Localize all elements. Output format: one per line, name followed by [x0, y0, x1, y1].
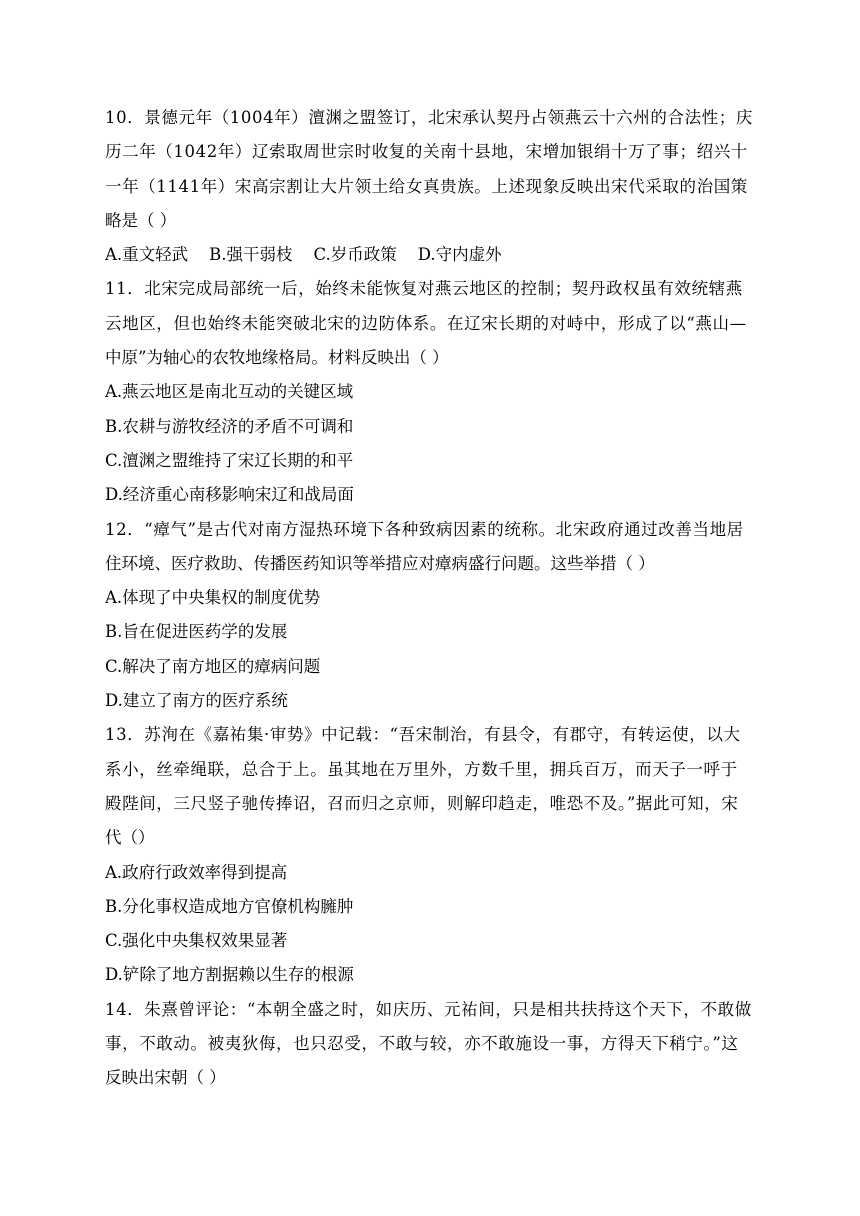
- question-stem-line: 11．北宋完成局部统一后，始终未能恢复对燕云地区的控制；契丹政权虽有效统辖燕: [105, 279, 743, 299]
- question-11: [105, 272, 755, 512]
- question-stem-line: 略是（ ）: [105, 210, 177, 230]
- question-stem-line: 反映出宋朝（ ）: [105, 1068, 226, 1088]
- question-stem-line: 10．景德元年（1004年）澶渊之盟签订，北宋承认契丹占领燕云十六州的合法性；庆: [105, 108, 753, 127]
- question-stem-line: 历二年（1042年）辽索取周世宗时收复的关南十县地，宋增加银绢十万了事；绍兴十: [105, 142, 748, 162]
- answer-option-d: D.建立了南方的医疗系统: [105, 691, 288, 711]
- question-stem-line: 云地区，但也始终未能突破北宋的边防体系。在辽宋长期的对峙中，形成了以“燕山—: [105, 313, 747, 333]
- answer-option-d: D.经济重心南移影响宋辽和战局面: [105, 485, 354, 505]
- answer-option-c: C.解决了南方地区的瘴病问题: [105, 656, 321, 676]
- answer-option-d: D.铲除了地方割据赖以生存的根源: [105, 965, 354, 985]
- answer-options: A.重文轻武 B.强干弱枝 C.岁币政策 D.守内虚外: [105, 245, 502, 265]
- question-13: [105, 718, 755, 992]
- answer-option-b: B.分化事权造成地方官僚机构臃肿: [105, 896, 354, 916]
- question-stem-line: 中原”为轴心的农牧地缘格局。材料反映出（ ）: [105, 348, 449, 368]
- question-12: [105, 513, 755, 719]
- question-stem-line: 12．“瘴气”是古代对南方湿热环境下各种致病因素的统称。北宋政府通过改善当地居: [105, 519, 744, 539]
- question-stem-line: 事，不敢动。被夷狄侮，也只忍受，不敢与较，亦不敢施设一事，方得天下稍宁。”这: [105, 1034, 739, 1054]
- question-10: [105, 101, 755, 272]
- question-stem-line: 住环境、医疗救助、传播医药知识等举措应对瘴病盛行问题。这些举措（ ）: [105, 553, 655, 573]
- question-list: [105, 101, 755, 1096]
- question-stem-line: 系小，丝牵绳联，总合于上。虽其地在万里外，方数千里，拥兵百万，而天子一呼于: [105, 759, 738, 779]
- answer-option-b: B.农耕与游牧经济的矛盾不可调和: [105, 416, 354, 436]
- question-14: [105, 993, 755, 1096]
- answer-option-a: A.政府行政效率得到提高: [105, 862, 288, 882]
- question-stem-line: 殿陛间，三尺竖子驰传捧诏，召而归之京师，则解印趋走，唯恐不及。”据此可知，宋: [105, 793, 739, 813]
- question-stem-line: 13．苏洵在《嘉祐集·审势》中记载：“吾宋制治，有县令，有郡守，有转运使，以大: [105, 725, 741, 745]
- answer-option-b: B.旨在促进医药学的发展: [105, 622, 288, 642]
- answer-option-c: C.强化中央集权效果显著: [105, 931, 288, 951]
- answer-option-c: C.澶渊之盟维持了宋辽长期的和平: [105, 450, 354, 470]
- question-stem-line: 一年（1141年）宋高宗割让大片领土给女真贵族。上述现象反映出宋代采取的治国策: [105, 176, 748, 196]
- answer-option-a: A.燕云地区是南北互动的关键区域: [105, 382, 354, 402]
- question-stem-line: 代（）: [105, 828, 155, 848]
- answer-option-a: A.体现了中央集权的制度优势: [105, 588, 321, 608]
- question-stem-line: 14．朱熹曾评论：“本朝全盛之时，如庆历、元祐间，只是相共扶持这个天下，不敢做: [105, 999, 752, 1019]
